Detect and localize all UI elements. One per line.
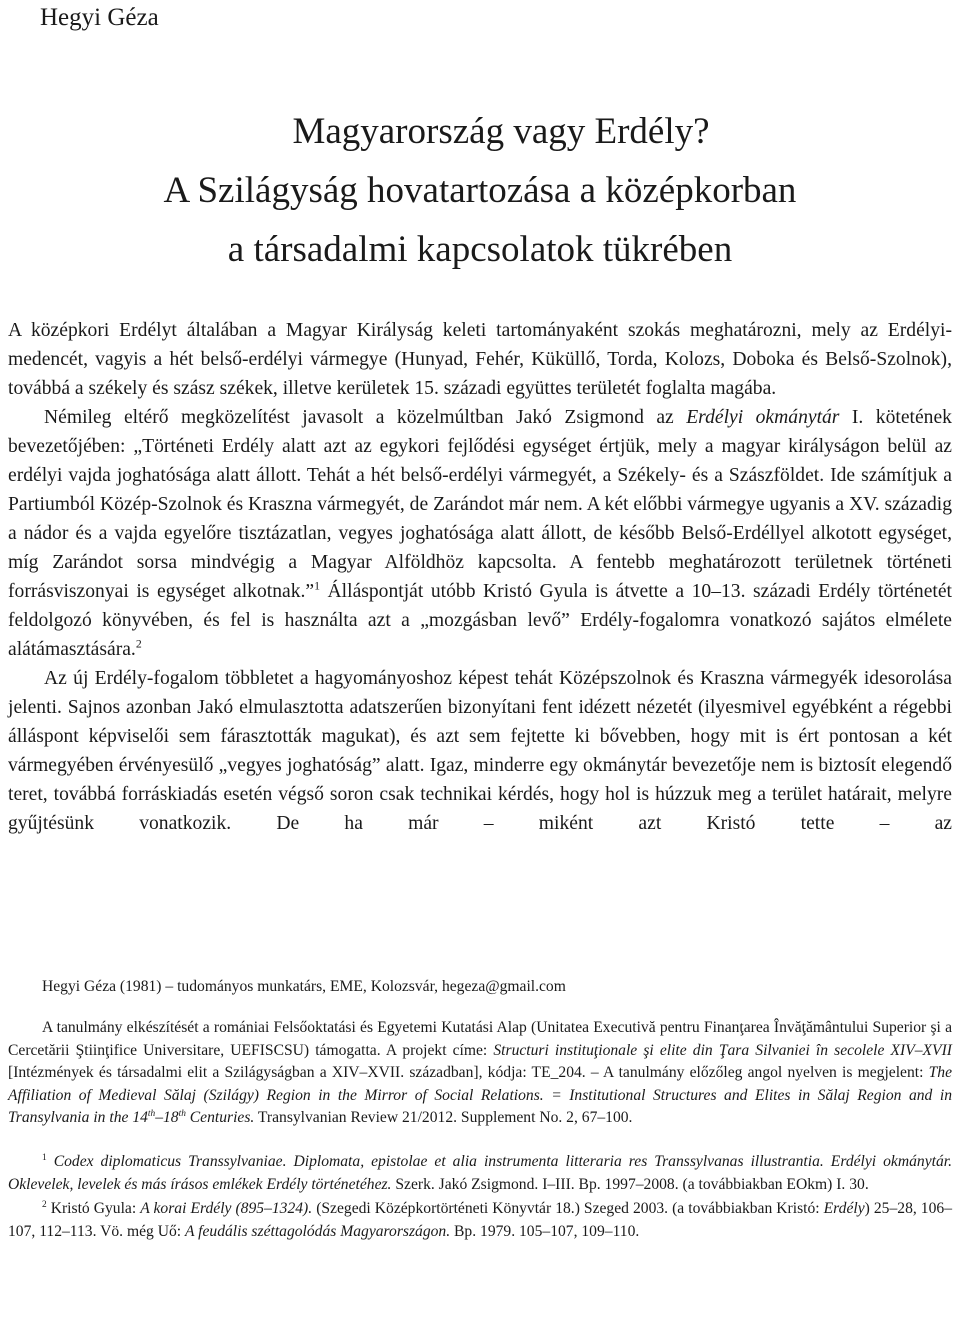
footnote-2-italic-2: Erdély — [823, 1200, 865, 1218]
funding-project-title: Structuri instituţionale şi elite din Ţara Silvaniei în secolele XIV–XVII — [493, 1041, 952, 1059]
paragraph-3: Az új Erdély-fogalom többletet a hagyományoshoz képest tehát Középszolnok és Kraszna vármegyék idesorolása jelenti. Sajnos azonban Jakó elmulasztotta adatszerűen bizonyítani fent idézett nézetét (ilyesmivel egyébként a régebbi álláspont képviselői sem fárasztották magukat), és azt sem fejtette ki bővebben, hogy mit is ért pontosan a két vármegyében érvényesülő „vegyes joghatóság” alatt. Igaz, minderre egy okmánytár bevezetője nem is biztosít elegendő teret, továbbá forráskiadás esetén végső soron csak technikai kérdés, hogy hol is húzzuk meg a terület határait, melyre gyűjtésünk vonatkozik. De ha már – miként azt Kristó tette – az — [8, 668, 952, 834]
title-line-2: A Szilágyság hovatartozása a középkorban — [163, 170, 797, 211]
footnote-1 — [8, 1151, 952, 1196]
footnote-1-italic: Codex diplomaticus Transsylvaniae. Diplomata, epistolae et alia instrumenta litteraria res Transsylvanas illustrantia. Erdélyi okmánytár. Oklevelek, levelek és más írásos emlékek Erdély történetéhez. — [8, 1153, 952, 1193]
footnote-2-italic-3: A feudális széttagolódás Magyarországon. — [185, 1222, 451, 1240]
footnote-2-number: 2 — [42, 1200, 47, 1211]
footnote-2-text-a: Kristó Gyula: — [46, 1200, 141, 1218]
paragraph-2-italic-title: Erdélyi okmánytár — [686, 407, 840, 428]
funding-sup-th-1: th — [147, 1108, 156, 1119]
footnote-ref-1[interactable]: 1 — [314, 579, 320, 593]
running-header-author: Hegyi Géza — [40, 4, 159, 31]
funding-english-title-2: –18 — [155, 1109, 179, 1127]
footnote-ref-2[interactable]: 2 — [135, 637, 142, 651]
funding-english-title-3: Centuries. — [185, 1109, 255, 1127]
paragraph-2-text-c: Álláspontját utóbb Kristó Gyula is átvette a 10–13. századi Erdély történetét feldolgozó könyvében, és fel is használta azt a „mozgásban levő” Erdély-fogalomra vonatkozó sajátos elmélete alátámasztására. — [8, 581, 952, 660]
funding-text-a: A tanulmány elkészítését a romániai Felsőoktatási és Egyetemi Kutatási Alap (Unitatea Executivă pentru Finanţarea Învăţământului Superior şi a Cercetării Ştiinţifice Universitare, UEFISCSU) támogatta. A projekt címe: — [8, 1019, 952, 1059]
funding-note — [8, 1017, 952, 1129]
title-line-3: a társadalmi kapcsolatok tükrében — [227, 229, 733, 270]
paragraph-1: A középkori Erdélyt általában a Magyar Királyság keleti tartományaként szokás meghatározni, mely az Erdélyi-medencét, vagyis a hét belső-erdélyi vármegye (Hunyad, Fehér, Küküllő, Torda, Kolozs, Doboka és Belső-Szolnok), továbbá a székely és szász székek, illetve kerületek 15. századi együttes területét foglalta magába. — [8, 320, 952, 399]
funding-text-b: [Intézmények és társadalmi elit a Szilágyságban a XIV–XVII. században], kódja: TE_204. – A tanulmány előzőleg angol nyelven is megjelent: — [8, 1064, 929, 1082]
footnote-1-number: 1 — [42, 1153, 47, 1164]
footnote-1-text: Szerk. Jakó Zsigmond. I–III. Bp. 1997–2008. (a továbbiakban EOkm) I. 30. — [391, 1175, 869, 1193]
paragraph-2-text-a: Némileg eltérő megközelítést javasolt a közelmúltban Jakó Zsigmond az — [44, 407, 687, 428]
footnote-2-italic-1: A korai Erdély (895–1324). — [140, 1200, 313, 1218]
funding-text-c: Transylvanian Review 21/2012. Supplement No. 2, 67–100. — [254, 1109, 633, 1127]
paragraph-2 — [8, 403, 952, 664]
footnote-2-text-b: (Szegedi Középkortörténeti Könyvtár 18.) Szeged 2003. (a továbbiakban Kristó: — [312, 1200, 824, 1218]
title-line-1: Magyarország vagy Erdély? — [292, 111, 710, 152]
footnote-2 — [8, 1198, 952, 1243]
author-info: Hegyi Géza (1981) – tudományos munkatárs, EME, Kolozsvár, hegeza@gmail.com — [42, 978, 566, 995]
funding-english-title: The Affiliation of Medieval Sălaj (Szilágy) Region in the Mirror of Social Relations. = Institutional Structures and Elites in Sălaj Region and in Transylvania in the 14 — [8, 1064, 952, 1127]
paragraph-2-text-b: I. kötetének bevezetőjében: „Történeti Erdély alatt azt az egykori fejlődési egységet értjük, mely a magyar királyságon belül az erdélyi vajda joghatósága alatt állott. Tehát a hét belső-erdélyi vármegyét, a Székely- és a Szászföldet. Ide számítjuk a Partiumból Közép-Szolnok és Kraszna vármegyét, de Zarándot már nem. A két előbbi vármegye ugyanis a XV. századig a nádor és a vajda egyelőre tisztázatlan, vegyes joghatósága alatt állott, de később Belső-Erdéllyel alkotott egységet, míg Zarándot sorsa mindvégig a Magyar Alföldhöz kapcsolta. A fentebb meghatározott területnek történeti forrásviszonyai is egységet alkotnak.” — [8, 407, 952, 602]
article-body — [8, 316, 952, 838]
footnote-2-text-d: Bp. 1979. 105–107, 109–110. — [450, 1222, 640, 1240]
article-title — [0, 102, 960, 279]
footnote-2-text-c: ) 25–28, 106–107, 112–113. Vö. még Uő: — [8, 1200, 952, 1240]
footnotes-area — [8, 976, 952, 1243]
funding-sup-th-2: th — [178, 1108, 186, 1119]
